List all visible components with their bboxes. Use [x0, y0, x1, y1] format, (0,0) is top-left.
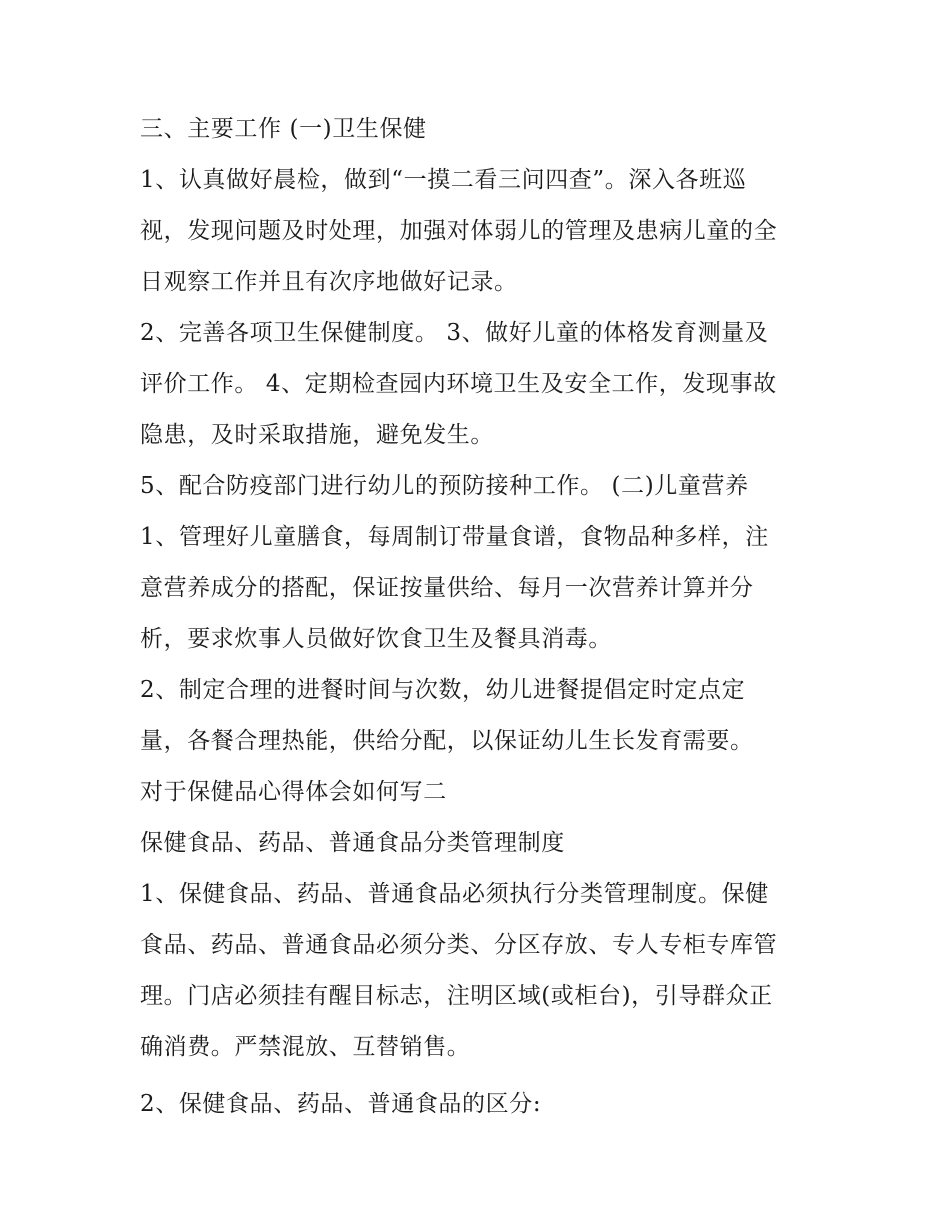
- text-line: 隐患，及时采取措施，避免发生。: [140, 422, 494, 448]
- text-line: 1、管理好儿童膳食，每周制订带量食谱，食物品种多样，注: [140, 524, 769, 550]
- text-line: 2、完善各项卫生保健制度。 3、做好儿童的体格发育测量及: [140, 320, 769, 346]
- text-line: 量，各餐合理热能，供给分配，以保证幼儿生长发育需要。: [140, 728, 754, 754]
- text-line: 评价工作。 4、定期检查园内环境卫生及安全工作，发现事故: [140, 371, 777, 397]
- text-line: 1、保健食品、药品、普通食品必须执行分类管理制度。保健: [140, 881, 769, 907]
- document-body: [140, 104, 820, 1130]
- section-heading: 三、主要工作 (一)卫生保健: [140, 116, 427, 142]
- text-line: 2、制定合理的进餐时间与次数，幼儿进餐提倡定时定点定: [140, 677, 746, 703]
- text-line: 2、保健食品、药品、普通食品的区分:: [140, 1091, 542, 1117]
- text-line: 析，要求炊事人员做好饮食卫生及餐具消毒。: [140, 626, 612, 652]
- text-line: 视，发现问题及时处理，加强对体弱儿的管理及患病儿童的全: [140, 218, 778, 244]
- text-line: 日观察工作并且有次序地做好记录。: [140, 269, 518, 295]
- text-line: 意营养成分的搭配，保证按量供给、每月一次营养计算并分: [140, 575, 754, 601]
- text-line: 理。门店必须挂有醒目标志，注明区域(或柜台)，引导群众正: [140, 983, 773, 1009]
- text-line: 食品、药品、普通食品必须分类、分区存放、专人专柜专库管: [140, 932, 778, 958]
- section-heading: 保健食品、药品、普通食品分类管理制度: [140, 830, 565, 856]
- text-line: 1、认真做好晨检，做到“一摸二看三问四查”。深入各班巡: [140, 167, 747, 193]
- text-line: 确消费。严禁混放、互替销售。: [140, 1034, 471, 1060]
- section-heading: 对于保健品心得体会如何写二: [140, 779, 447, 805]
- text-line: 5、配合防疫部门进行幼儿的预防接种工作。 (二)儿童营养: [140, 473, 749, 499]
